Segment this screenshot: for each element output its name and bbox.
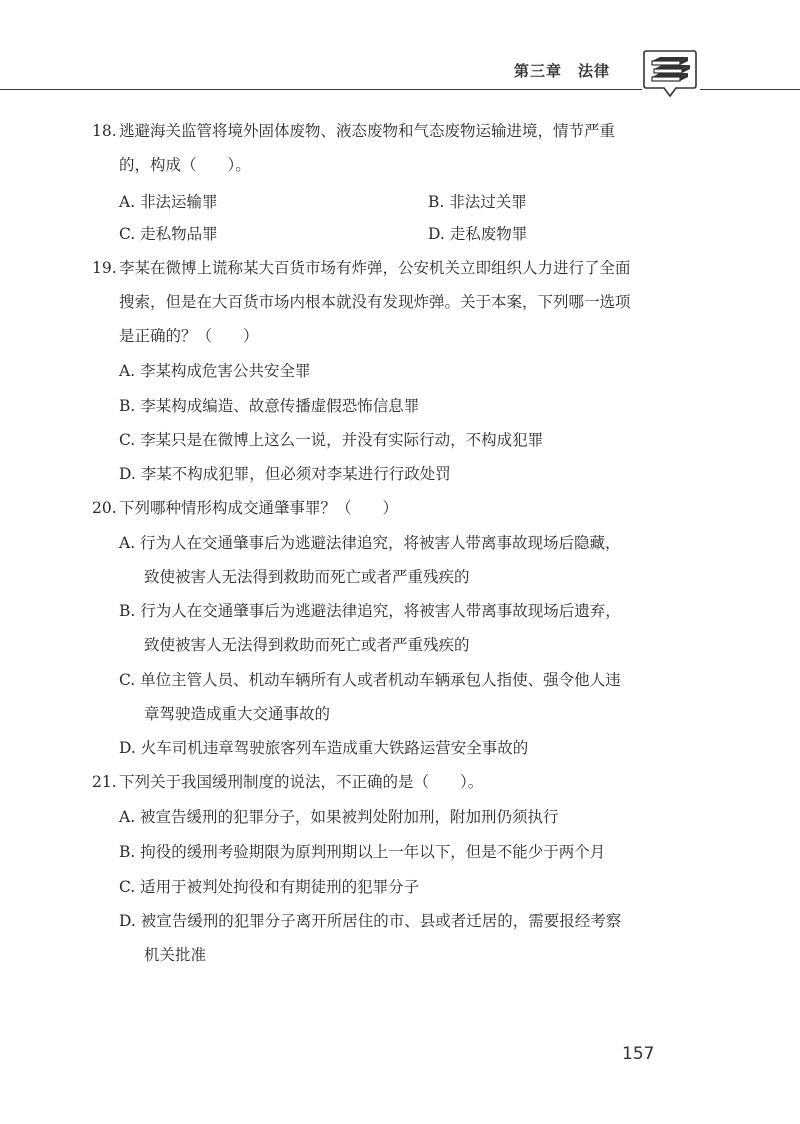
question-stem-line: 下列关于我国缓刑制度的说法，不正确的是（ ）。 xyxy=(119,773,484,791)
option-a: A. 李某构成危害公共安全罪 xyxy=(119,362,311,380)
option-a: A. 非法运输罪 xyxy=(119,193,218,211)
option-a: A. 被宣告缓刑的犯罪分子，如果被判处附加刑，附加刑仍须执行 xyxy=(119,808,559,826)
question-number: 21. xyxy=(92,773,117,791)
header-rule xyxy=(0,89,642,90)
question-stem-line: 是正确的？（ ） xyxy=(119,327,259,345)
question-number: 18. xyxy=(92,122,117,140)
question-stem-line: 李某在微博上谎称某大百货市场有炸弹，公安机关立即组织人力进行了全面 xyxy=(119,259,631,277)
option-c-continued: 章驾驶造成重大交通事故的 xyxy=(144,705,331,723)
option-d: D. 李某不构成犯罪，但必须对李某进行行政处罚 xyxy=(119,465,451,483)
option-a: A. 行为人在交通肇事后为逃避法律追究，将被害人带离事故现场后隐藏， xyxy=(119,534,621,552)
page-number: 157 xyxy=(622,1044,655,1064)
option-d-continued: 机关批准 xyxy=(144,946,207,964)
question-stem-line: 搜索，但是在大百货市场内根本就没有发现炸弹。关于本案，下列哪一选项 xyxy=(119,293,631,311)
option-b: B. 非法过关罪 xyxy=(428,193,527,211)
book-stack-icon xyxy=(642,48,698,98)
option-d: D. 走私废物罪 xyxy=(428,225,528,243)
question-number: 19. xyxy=(92,259,117,277)
option-d: D. 火车司机违章驾驶旅客列车造成重大铁路运营安全事故的 xyxy=(119,739,529,757)
question-stem-line: 逃避海关监管将境外固体废物、液态废物和气态废物运输进境，情节严重 xyxy=(119,122,616,140)
option-b: B. 行为人在交通肇事后为逃避法律追究，将被害人带离事故现场后遗弃， xyxy=(119,602,621,620)
chapter-title: 第三章 法律 xyxy=(513,62,610,80)
option-b: B. 李某构成编造、故意传播虚假恐怖信息罪 xyxy=(119,397,420,415)
question-number: 20. xyxy=(92,499,117,517)
question-stem-line: 的，构成（ ）。 xyxy=(119,156,251,174)
option-a-continued: 致使被害人无法得到救助而死亡或者严重残疾的 xyxy=(144,568,470,586)
option-b: B. 拘役的缓刑考验期限为原判刑期以上一年以下，但是不能少于两个月 xyxy=(119,843,606,861)
question-stem-line: 下列哪种情形构成交通肇事罪？（ ） xyxy=(119,499,399,517)
option-c: C. 单位主管人员、机动车辆所有人或者机动车辆承包人指使、强令他人违 xyxy=(119,671,621,689)
header-rule-right xyxy=(700,89,800,90)
option-c: C. 适用于被判处拘役和有期徒刑的犯罪分子 xyxy=(119,878,420,896)
option-b-continued: 致使被害人无法得到救助而死亡或者严重残疾的 xyxy=(144,636,470,654)
option-c: C. 李某只是在微博上这么一说，并没有实际行动，不构成犯罪 xyxy=(119,431,544,449)
option-d: D. 被宣告缓刑的犯罪分子离开所居住的市、县或者迁居的，需要报经考察 xyxy=(119,912,622,930)
option-c: C. 走私物品罪 xyxy=(119,225,218,243)
